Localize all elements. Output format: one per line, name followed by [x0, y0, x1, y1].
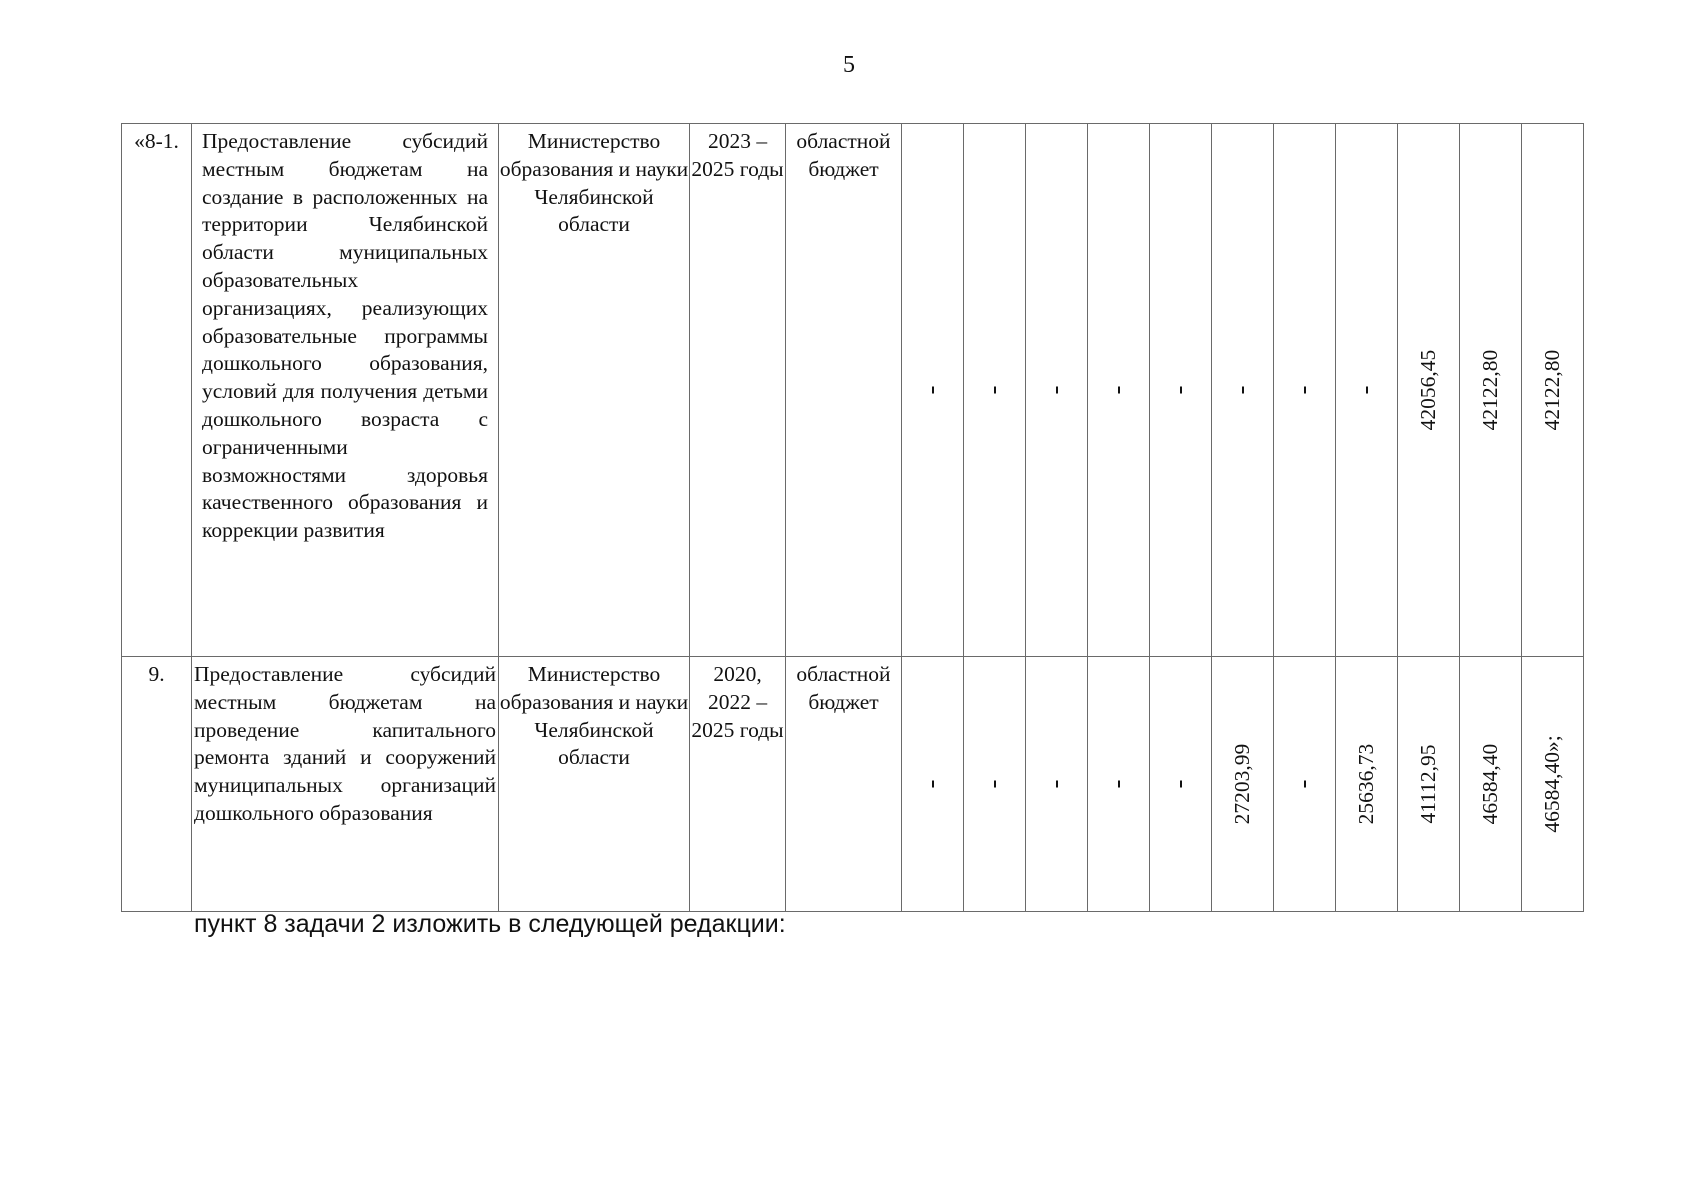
value-text: 27203,99 — [1229, 743, 1254, 825]
value-cell — [1212, 124, 1274, 657]
value-cell — [1026, 657, 1088, 912]
value-cell — [1336, 124, 1398, 657]
value-text: 41112,95 — [1415, 744, 1440, 824]
row-years: 2020, 2022 – 2025 годы — [690, 657, 786, 912]
value-text: 46584,40 — [1477, 743, 1502, 825]
value-cell — [1336, 657, 1398, 912]
dash-mark — [994, 387, 996, 394]
value-cell — [902, 657, 964, 912]
row-executor: Министерство образования и науки Челябинской области — [499, 657, 690, 912]
table-row — [122, 124, 1584, 657]
value-text: 42122,80 — [1477, 349, 1502, 431]
value-cell — [964, 124, 1026, 657]
value-cell — [1026, 124, 1088, 657]
table-row — [122, 657, 1584, 912]
value-cell — [1150, 124, 1212, 657]
dash-mark — [994, 781, 996, 788]
dash-mark — [1180, 387, 1182, 394]
row-number: «8-1. — [122, 124, 192, 657]
dash-mark — [1180, 781, 1182, 788]
value-cell — [1212, 657, 1274, 912]
value-cell — [964, 657, 1026, 912]
value-text: 42056,45 — [1415, 349, 1440, 431]
value-cell — [1460, 124, 1522, 657]
value-cell — [1398, 124, 1460, 657]
dash-mark — [1242, 387, 1244, 394]
row-source: областной бюджет — [786, 657, 902, 912]
value-cell — [1522, 657, 1584, 912]
value-text: 46584,40»; — [1539, 735, 1564, 833]
dash-mark — [1056, 387, 1058, 394]
row-source: областной бюджет — [786, 124, 902, 657]
row-description: Предоставление субсидий местным бюджетам на создание в расположенных на территории Челябинской области муниципальных образовательных организациях, реализующих образовательные программы дошкольного образования, условий для получения детьми дошкольного возраста с ограниченными возможностями здоровья качественного образования и коррекции развития — [192, 124, 499, 657]
row-years: 2023 – 2025 годы — [690, 124, 786, 657]
program-table — [121, 123, 1584, 912]
dash-mark — [1118, 781, 1120, 788]
value-cell — [1274, 124, 1336, 657]
row-executor: Министерство образования и науки Челябинской области — [499, 124, 690, 657]
dash-mark — [932, 387, 934, 394]
value-cell — [1522, 124, 1584, 657]
dash-mark — [1118, 387, 1120, 394]
dash-mark — [932, 781, 934, 788]
value-cell — [1150, 657, 1212, 912]
value-cell — [1088, 657, 1150, 912]
dash-mark — [1366, 387, 1368, 394]
value-cell — [902, 124, 964, 657]
value-cell — [1398, 657, 1460, 912]
value-text: 25636,73 — [1353, 743, 1378, 825]
instruction-text: пункт 8 задачи 2 изложить в следующей редакции: — [194, 910, 786, 938]
dash-mark — [1304, 387, 1306, 394]
value-text: 42122,80 — [1539, 349, 1564, 431]
value-cell — [1460, 657, 1522, 912]
dash-mark — [1056, 781, 1058, 788]
dash-mark — [1304, 781, 1306, 788]
row-description: Предоставление субсидий местным бюджетам на проведение капитального ремонта зданий и сооружений муниципальных организаций дошкольного образования — [192, 657, 499, 912]
value-cell — [1088, 124, 1150, 657]
value-cell — [1274, 657, 1336, 912]
row-number: 9. — [122, 657, 192, 912]
page-number: 5 — [843, 52, 855, 78]
